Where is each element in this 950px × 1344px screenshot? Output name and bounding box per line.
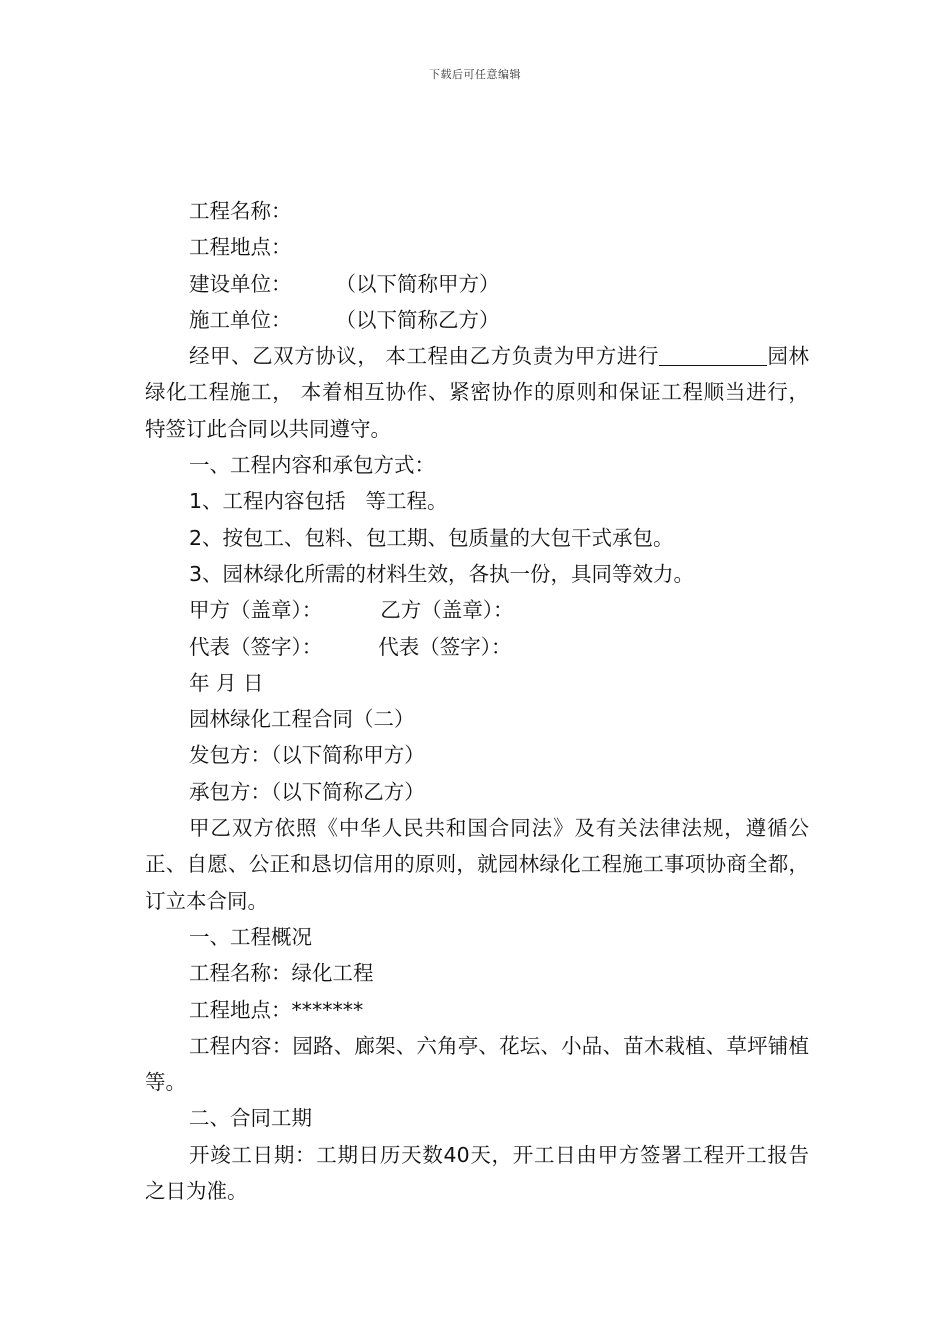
schedule-paragraph: 开竣工日期：工期日历天数40天，开工日由甲方签署工程开工报告之日为准。	[145, 1142, 809, 1204]
employer-line: 发包方：（以下简称甲方）	[189, 743, 425, 768]
party-a-seal: 甲方（盖章）：	[189, 598, 323, 623]
section-heading-scope: 一、工程内容和承包方式：	[189, 453, 435, 478]
signature-line	[145, 629, 809, 665]
rep-a-sign: 代表（签字）：	[189, 634, 323, 659]
project-location-line: 工程地点：	[189, 235, 292, 260]
agreement-intro-paragraph	[145, 338, 809, 447]
page-header-note: 下载后可任意编辑	[429, 68, 521, 81]
overview-project-name: 工程名称：绿化工程	[189, 961, 374, 986]
clause-item-1-b: 等工程。	[365, 489, 448, 514]
clause-item-1	[145, 483, 809, 519]
intro-text-b: 园林绿化工程施工， 本着相互协作、紧密协作的原则和保证工程顺当进行， 特签订此合同以共同遵守。	[145, 344, 810, 441]
overview-project-content: 工程内容：园路、廊架、六角亭、花坛、小品、苗木栽植、草坪铺植等。	[145, 1033, 809, 1095]
legal-basis-paragraph: 甲乙双方依照《中华人民共和国合同法》及有关法律法规，遵循公正、自愿、公正和恳切信用的原则，就园林绿化工程施工事项协商全都，订立本合同。	[145, 816, 809, 913]
fill-blank-underline	[659, 343, 767, 366]
builder-label: 建设单位：	[189, 271, 292, 296]
section-heading-schedule: 二、合同工期	[189, 1106, 312, 1131]
section-heading-overview: 一、工程概况	[189, 924, 312, 949]
project-name-line: 工程名称：	[189, 199, 292, 223]
builder-line	[145, 266, 809, 302]
contractor-label: 施工单位：	[189, 307, 292, 332]
clause-item-3: 3、园林绿化所需的材料生效，各执一份，具同等效力。	[189, 561, 695, 586]
party-b-seal: 乙方（盖章）：	[380, 598, 514, 623]
contract-2-title: 园林绿化工程合同（二）	[189, 707, 415, 732]
intro-text-a: 经甲、乙双方协议， 本工程由乙方负责为甲方进行	[189, 344, 659, 369]
builder-note: （以下简称甲方）	[335, 271, 500, 296]
clause-item-1-a: 1、工程内容包括	[189, 489, 346, 514]
rep-b-sign: 代表（签字）：	[378, 634, 512, 659]
date-line: 年 月 日	[189, 670, 264, 695]
contractor-party-line: 承包方：（以下简称乙方）	[189, 779, 425, 804]
overview-project-location: 工程地点：*******	[189, 997, 364, 1022]
clause-item-2: 2、按包工、包料、包工期、包质量的大包干式承包。	[189, 525, 674, 550]
contractor-note: （以下简称乙方）	[335, 307, 500, 332]
seal-line	[145, 592, 809, 628]
document-body	[145, 193, 809, 1209]
contractor-line	[145, 302, 809, 338]
